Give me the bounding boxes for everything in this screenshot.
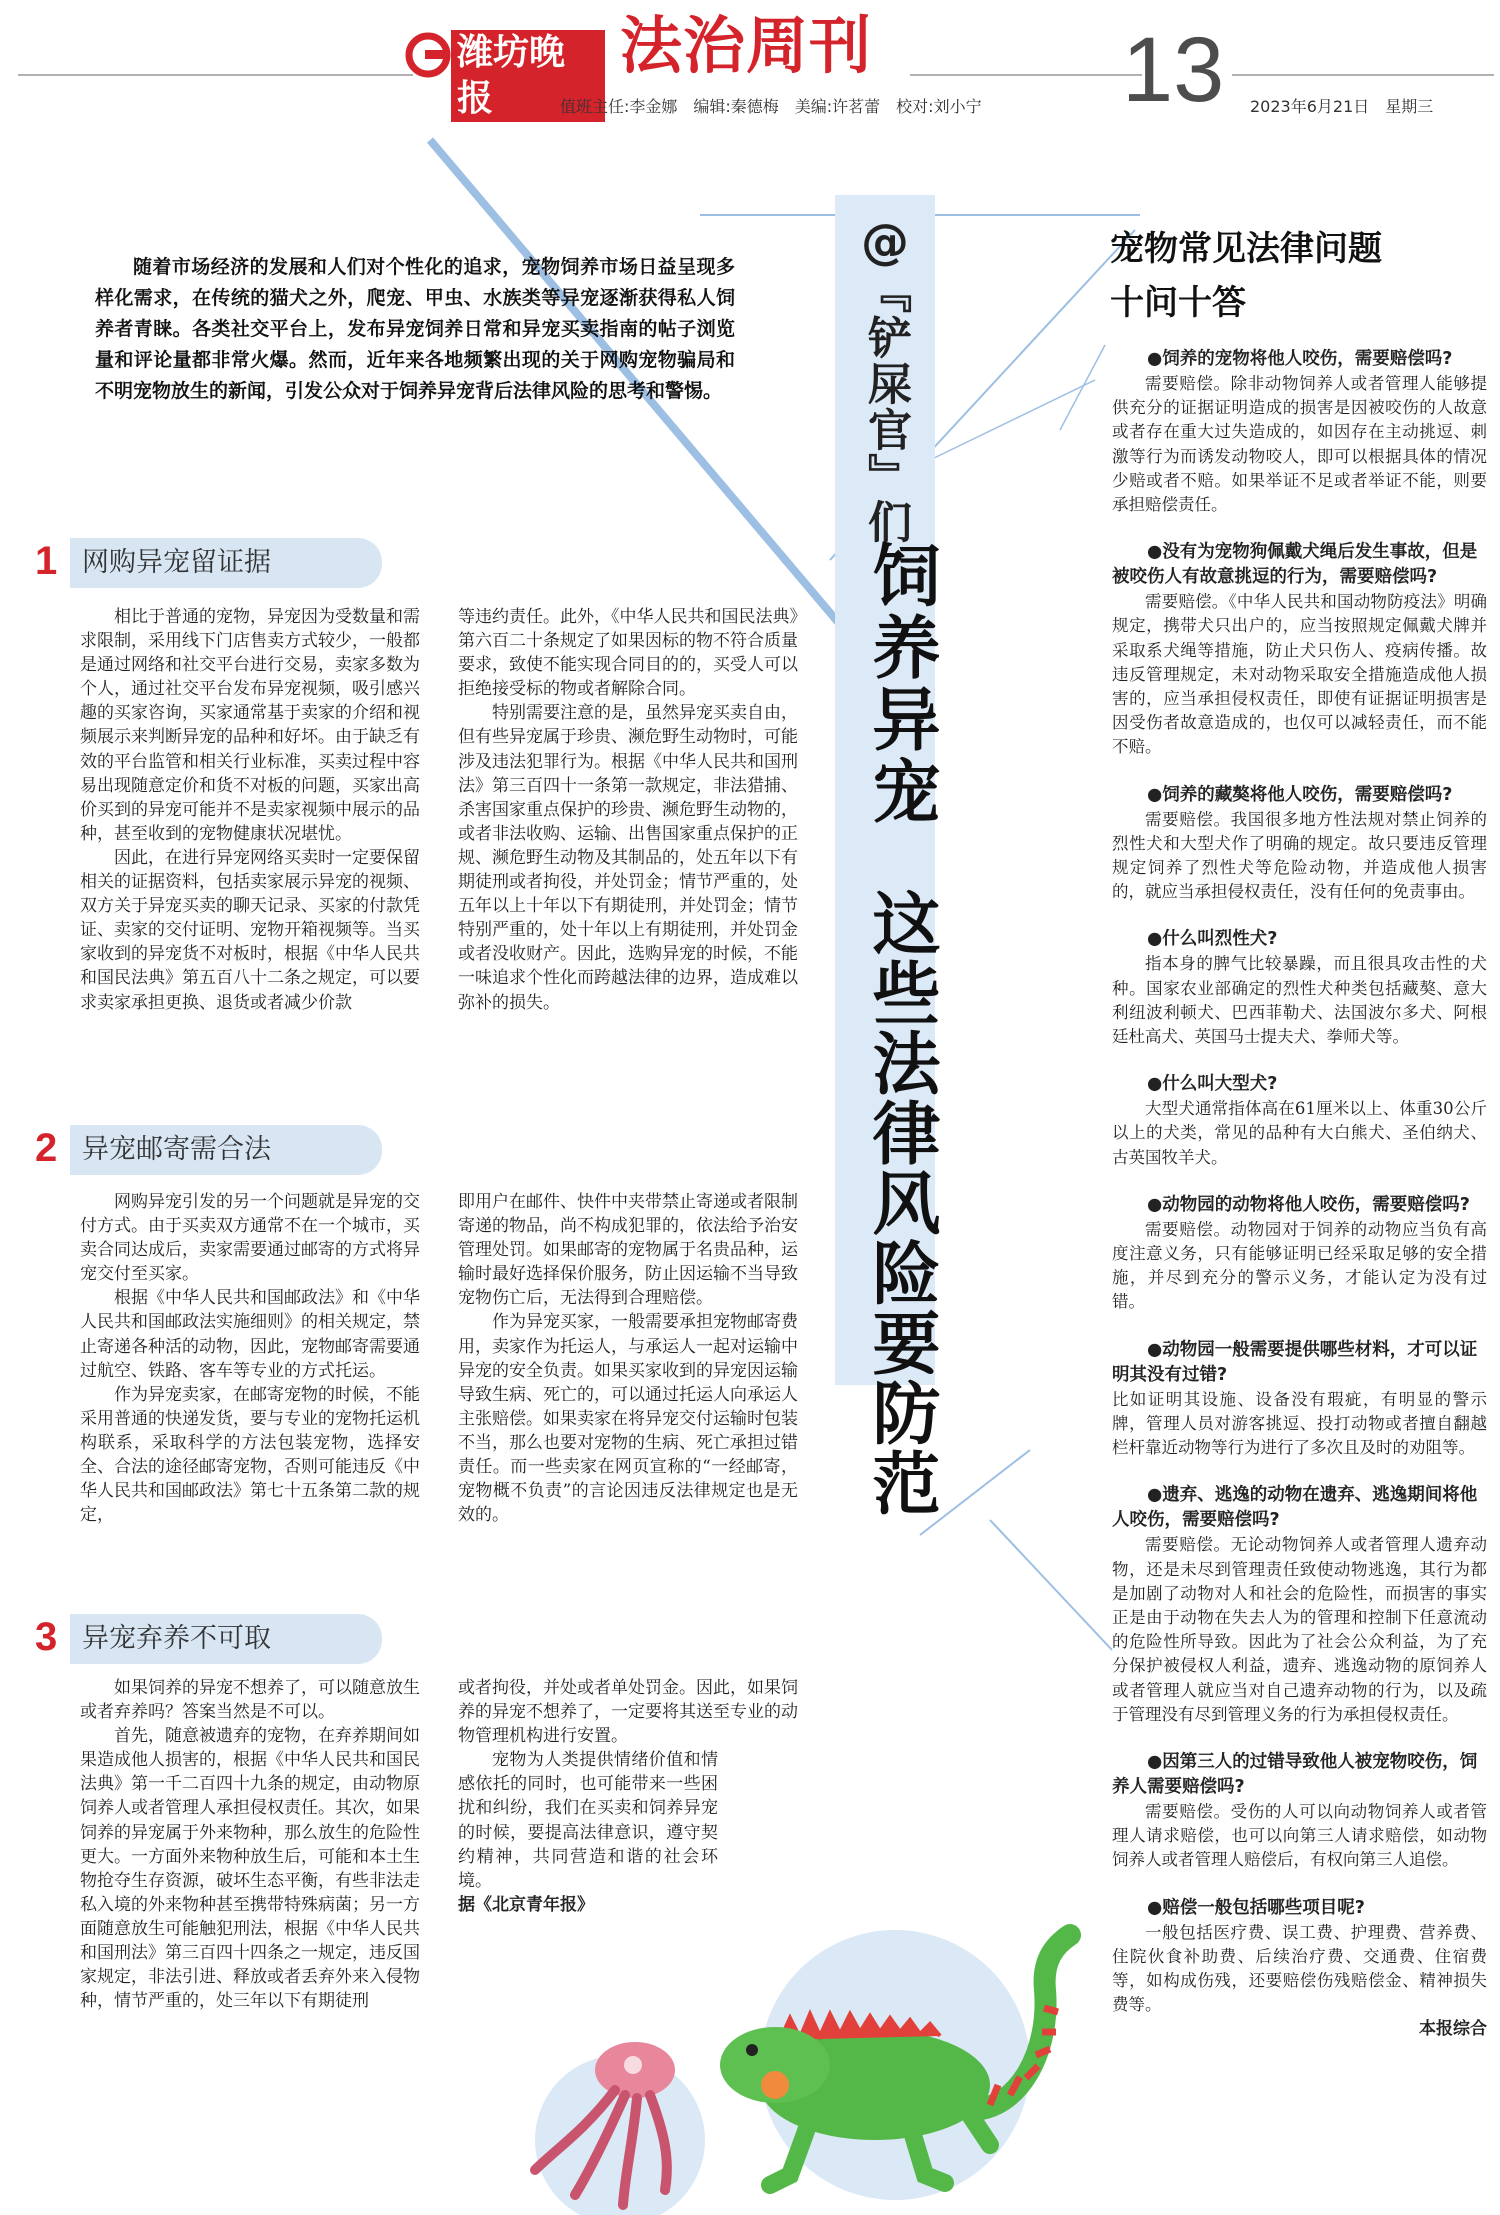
sidebar-qa-item xyxy=(1112,783,1487,905)
sidebar-title xyxy=(1110,222,1410,330)
section-3-col-1 xyxy=(80,1676,420,2013)
qa-question: ●遗弃、逃逸的动物在遗弃、逃逸期间将他人咬伤，需要赔偿吗? xyxy=(1112,1485,1478,1531)
section-1-number: 1 xyxy=(35,539,58,583)
section-3-header xyxy=(30,1612,380,1662)
section-2-paragraph: 作为异宠卖家，在邮寄宠物的时候，不能采用普通的快递发货，要与专业的宠物托运机构联系，采取科学的方法包装宠物，选择安全、合法的途径邮寄宠物，否则可能违反《中华人民共和国邮政法》第七十五条第二款的规定， xyxy=(80,1384,420,1526)
qa-answer: 需要赔偿。动物园对于饲养的动物应当负有高度注意义务，只有能够证明已经采取足够的安全措施，并尽到充分的警示义务，才能认定为没有过错。 xyxy=(1112,1219,1487,1312)
sidebar-qa-item xyxy=(1112,1896,1487,2042)
sidebar-qa-item xyxy=(1112,927,1487,1049)
sidebar-title-line: 十问十答 xyxy=(1110,283,1246,323)
qa-question: ●因第三人的过错导致他人被宠物咬伤，饲养人需要赔偿吗? xyxy=(1112,1751,1478,1797)
qa-question: ●什么叫大型犬? xyxy=(1147,1074,1278,1095)
qa-question: ●饲养的宠物将他人咬伤，需要赔偿吗? xyxy=(1147,349,1453,369)
sidebar-qa-item xyxy=(1112,1193,1487,1315)
sidebar-source: 本报综合 xyxy=(1419,2019,1487,2040)
section-3-paragraph: 或者拘役，并处或者单处罚金。因此，如果饲养的异宠不想养了，一定要将其送至专业的动物管理机构进行安置。 xyxy=(458,1678,798,1747)
headline-kicker-at: @ xyxy=(861,214,909,270)
section-3-paragraph: 首先，随意被遗弃的宠物，在弃养期间如果造成他人损害的，根据《中华人民共和国民法典》第一千二百四十九条的规定，由动物原饲养人或者管理人承担侵权责任。其次，如果饲养的异宠属于外来物种，那么放生的危险性更大。一方面外来物种放生后，可能和本土生物抢夺生存资源，破坏生态平衡，有些非法走私入境的外来物种甚至携带特殊病菌；另一方面随意放生可能触犯刑法，根据《中华人民共和国刑法》第三百四十四条之一规定，违反国家规定，非法引进、释放或者丢弃外来入侵物种，情节严重的，处三年以下有期徒刑 xyxy=(80,1726,420,2012)
qa-answer: 需要赔偿。《中华人民共和国动物防疫法》明确规定，携带犬只出户的，应当按照规定佩戴犬牌并采取系犬绳等措施，防止犬只伤人、疫病传播。故违反管理规定，未对动物采取安全措施造成他人损害的，应当承担侵权责任，即使有证据证明损害是因受伤者故意造成的，也仅可以减轻责任，而不能不赔。 xyxy=(1112,592,1487,757)
iguana-eye xyxy=(746,2044,758,2056)
section-3-paragraph: 宠物为人类提供情绪价值和情感依托的同时，也可能带来一些困扰和纠纷，我们在买卖和饲养异宠的时候，要提高法律意识，遵守契约精神，共同营造和谐的社会环境。 xyxy=(458,1750,718,1891)
section-2-paragraph: 根据《中华人民共和国邮政法》和《中华人民共和国邮政法实施细则》的相关规定，禁止寄递各种活的动物，因此，宠物邮寄需要通过航空、铁路、客车等专业的方式托运。 xyxy=(80,1288,420,1381)
qa-question: ●饲养的藏獒将他人咬伤，需要赔偿吗? xyxy=(1147,784,1453,805)
sidebar-qa-item xyxy=(1112,1072,1487,1170)
paper-name: 潍坊晚报 xyxy=(451,30,605,122)
section-1-col-2 xyxy=(458,605,798,1015)
headline-title-part1: 饲养异宠 xyxy=(861,540,940,828)
section-title: 法治周刊 xyxy=(620,9,873,82)
qa-answer: 需要赔偿。受伤的人可以向动物饲养人或者管理人请求赔偿，也可以向第三人请求赔偿，如动物饲养人或者管理人赔偿后，有权向第三人追偿。 xyxy=(1112,1801,1487,1870)
decor-line-5 xyxy=(1060,345,1105,430)
section-3-number: 3 xyxy=(35,1615,58,1659)
qa-answer: 一般包括医疗费、误工费、护理费、营养费、住院伙食补助费、后续治疗费、交通费、住宿费等，如构成伤残，还要赔偿伤残赔偿金、精神损失费等。 xyxy=(1112,1922,1487,2015)
section-2-header xyxy=(30,1123,380,1173)
sidebar-qa-item xyxy=(1112,1483,1487,1727)
section-3-title: 异宠弃养不可取 xyxy=(70,1614,382,1664)
sidebar-qa-item xyxy=(1112,1338,1487,1461)
section-1-col-1 xyxy=(80,605,420,1015)
qa-question: ●动物园的动物将他人咬伤，需要赔偿吗? xyxy=(1147,1194,1470,1215)
iguana-illustration xyxy=(660,1850,1120,2210)
qa-question: ●什么叫烈性犬? xyxy=(1147,929,1278,950)
section-2-paragraph: 即用户在邮件、快件中夹带禁止寄递或者限制寄递的物品，尚不构成犯罪的，依法给予治安管理处罚。如果邮寄的宠物属于名贵品种，运输时最好选择保价服务，防止因运输不当导致宠物伤亡后，无法得到合理赔偿。 xyxy=(458,1192,798,1309)
section-2-paragraph: 作为异宠买家，一般需要承担宠物邮寄费用，卖家作为托运人，与承运人一起对运输中异宠的安全负责。如果买家收到的异宠因运输导致生病、死亡的，可以通过托运人向承运人主张赔偿。如果卖家在将异宠交付运输时包装不当，那么也要对宠物的生病、死亡承担过错责任。而一些卖家在网页宣称的“一经邮寄，宠物概不负责”的言论因违反法律规定也是无效的。 xyxy=(458,1312,798,1526)
qa-answer: 比如证明其设施、设备没有瑕疵，有明显的警示牌，管理人员对游客挑逗、投打动物或者擅自翻越栏杆靠近动物等行为进行了多次且及时的劝阻等。 xyxy=(1112,1389,1487,1458)
jellyfish-illustration xyxy=(515,2020,715,2215)
section-3-source: 据《北京青年报》 xyxy=(458,1894,594,1915)
section-1-paragraph: 相比于普通的宠物，异宠因为受数量和需求限制，采用线下门店售卖方式较少，一般都是通过网络和社交平台进行交易，卖家多数为个人，通过社交平台发布异宠视频，吸引感兴趣的买家咨询，买家通常基于卖家的介绍和视频展示来判断异宠的品种和好坏。由于缺乏有效的平台监管和相关行业标准，买卖过程中容易出现随意定价和货不对板的问题，买家出高价买到的异宠可能并不是卖家视频中展示的品种，甚至收到的宠物健康状况堪忧。 xyxy=(80,607,420,844)
section-1-paragraph: 等违约责任。此外，《中华人民共和国民法典》第六百二十条规定了如果因标的物不符合质量要求，致使不能实现合同目的的，买受人可以拒绝接受标的物或者解除合同。 xyxy=(458,607,798,700)
section-1-header xyxy=(30,536,380,586)
qa-answer: 需要赔偿。无论动物饲养人或者管理人遗弃动物，还是未尽到管理责任致使动物逃逸，其行为都是加剧了动物对人和社会的危险性，而损害的事实正是由于动物在失去人为的管理和控制下任意流动的危险性所导致。因此为了社会公众利益，为了充分保护被侵权人利益，遗弃、逃逸动物的原饲养人或者管理人就应当对自己遗弃动物的行为，以及疏于管理没有尽到管理义务的行为承担侵权责任。 xyxy=(1112,1535,1487,1724)
section-2-paragraph: 网购异宠引发的另一个问题就是异宠的交付方式。由于买卖双方通常不在一个城市，买卖合同达成后，卖家需要通过邮寄的方式将异宠交付至买家。 xyxy=(80,1192,420,1285)
section-1-paragraph: 特别需要注意的是，虽然异宠买卖自由，但有些异宠属于珍贵、濒危野生动物时，可能涉及违法犯罪行为。根据《中华人民共和国刑法》第三百四十一条第一款规定，非法猎捕、杀害国家重点保护的珍贵、濒危野生动物的，或者非法收购、运输、出售国家重点保护的正规、濒危野生动物及其制品的，处五年以下有期徒刑或者拘役，并处罚金；情节严重的，处五年以上十年以下有期徒刑，并处罚金；情节特别严重的，处十年以上有期徒刑，并处罚金或者没收财产。因此，选购异宠的时候，不能一味追求个性化而跨越法律的边界，造成难以弥补的损失。 xyxy=(458,703,798,1013)
qa-answer: 大型犬通常指体高在61厘米以上、体重30公斤以上的犬类，常见的品种有大白熊犬、圣伯纳犬、古英国牧羊犬。 xyxy=(1112,1099,1487,1167)
decor-line-6 xyxy=(990,1520,1112,1650)
headline-kicker-text: 『铲屎官』们 xyxy=(860,269,911,545)
decor-line-4 xyxy=(930,380,1095,460)
sidebar-qa-item xyxy=(1112,1750,1487,1873)
headline-title xyxy=(860,540,950,1518)
qa-answer: 需要赔偿。我国很多地方性法规对禁止饲养的烈性犬和大型犬作了明确的规定。故只要违反管理规定饲养了烈性犬等危险动物，并造成他人损害的，就应当承担侵权责任，没有任何的免责事由。 xyxy=(1112,809,1487,902)
page-number: 13 xyxy=(1122,19,1225,121)
section-3-paragraph: 如果饲养的异宠不想养了，可以随意放生或者弃养吗？答案当然是不可以。 xyxy=(80,1678,420,1723)
section-1-title: 网购异宠留证据 xyxy=(70,538,382,588)
sidebar-qa-item xyxy=(1112,540,1487,759)
qa-answer: 指本身的脾气比较暴躁，而且很具攻击性的犬种。国家农业部确定的烈性犬种类包括藏獒、意大利纽波利顿犬、巴西菲勒犬、法国波尔多犬、阿根廷杜高犬、英国马士提夫犬、拳师犬等。 xyxy=(1112,954,1487,1047)
section-1-paragraph: 因此，在进行异宠网络买卖时一定要保留相关的证据资料，包括卖家展示异宠的视频、双方关于异宠买卖的聊天记录、买家的付款凭证、卖家的交付证明、宠物开箱视频等。当买家收到的异宠货不对板时，根据《中华人民共和国民法典》第五百八十二条之规定，可以要求卖家承担更换、退货或者减少价款 xyxy=(80,847,420,1013)
section-2-number: 2 xyxy=(35,1126,58,1170)
section-2-col-2 xyxy=(458,1190,798,1527)
sidebar-qa-list xyxy=(1112,347,1487,2041)
qa-question: ●动物园一般需要提供哪些材料，才可以证明其没有过错? xyxy=(1112,1339,1478,1385)
section-2-title: 异宠邮寄需合法 xyxy=(70,1125,382,1175)
intro-paragraph: 随着市场经济的发展和人们对个性化的追求，宠物饲养市场日益呈现多样化需求，在传统的猫犬之外，爬宠、甲虫、水族类等异宠逐渐获得私人饲养者青睐。各类社交平台上，发布异宠饲养日常和异宠买卖指南的帖子浏览量和评论量都非常火爆。然而，近年来各地频繁出现的关于网购宠物骗局和不明宠物放生的新闻，引发公众对于饲养异宠背后法律风险的思考和警惕。 xyxy=(95,256,735,402)
iguana-cheek xyxy=(761,2071,789,2099)
section-2-col-1 xyxy=(80,1190,420,1527)
jellyfish-dot xyxy=(624,2056,642,2074)
qa-answer: 需要赔偿。除非动物饲养人或者管理人能够提供充分的证据证明造成的损害是因被咬伤的人故意或者存在重大过失造成的，如因存在主动挑逗、刺激等行为而诱发动物咬人，即可以根据具体的情况少赔或者不赔。如果举证不足或者举证不能，则要承担赔偿责任。 xyxy=(1112,374,1487,515)
headline-title-part2: 这些法律风险要防范 xyxy=(861,888,940,1518)
headline-kicker xyxy=(840,215,930,556)
qa-question: ●赔偿一般包括哪些项目呢? xyxy=(1147,1897,1365,1918)
credits: 值班主任:李金娜 编辑:秦德梅 美编:许茗蕾 校对:刘小宁 xyxy=(560,97,982,116)
sidebar-title-line: 宠物常见法律问题 xyxy=(1110,229,1382,269)
qa-question: ●没有为宠物狗佩戴犬绳后发生事故，但是被咬伤人有故意挑逗的行为，需要赔偿吗? xyxy=(1112,542,1478,588)
date: 2023年6月21日 星期三 xyxy=(1250,97,1434,116)
sidebar-qa-item xyxy=(1112,347,1487,517)
